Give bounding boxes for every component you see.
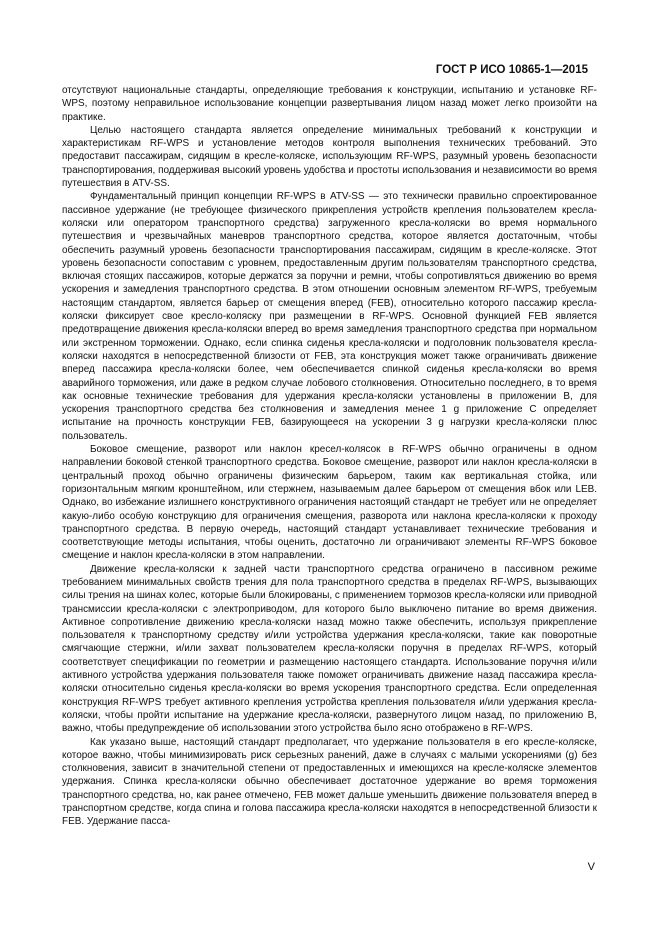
paragraph: Боковое смещение, разворот или наклон кресел-колясок в RF-WPS обычно ограничены в одном направлении боковой стенкой транспортного средства. Боковое смещение, разворот или наклон кресла-коляски в центральный проход обычно ограничены физическим барьером, таким как вертикальная стойка, или горизонтальным мягким кронштейном, или стержнем, называемым далее барьером от смещения вбок или LEB. Однако, во избежание излишнего конструктивного ограничения настоящий стандарт не требует или не определяет какую-либо особую конструкцию для ограничения смещения, разворота или наклона кресла-коляски к проходу транспортного средства. В первую очередь, настоящий стандарт устанавливает технические требования и соответствующие методы испытания, чтобы оценить, достаточно ли ограничивают элементы RF-WPS боковое смещение и наклон кресла-коляски в этом направлении. xyxy=(62,444,597,562)
paragraph: Целью настоящего стандарта является определение минимальных требований к конструкции и характеристикам RF-WPS и установление методов контроля выполнения технических требований. Это предоставит пассажирам, сидящим в кресле-коляске, использующим RF-WPS, разумный уровень безопасности транспортирования, поддерживая высокий уровень удобства и простоты использования и независимости во время путешествия в ATV-SS. xyxy=(62,124,597,190)
paragraph: Фундаментальный принцип концепции RF-WPS в ATV-SS — это технически правильно спроектированное пассивное удержание (не требующее физического прикрепления устройств крепления пользователем кресла-коляски или оператором транспортного средства) загруженного кресла-коляски во время нормального путешествия и чрезвычайных маневров транспортного средства, которое является достаточным, чтобы обеспечить разумный уровень безопасности транспортирования пассажирам, сидящим в кресле-коляске. Этот уровень безопасности сопоставим с уровнем, предоставленным другим пользователям транспортного средства, включая стоящих пассажиров, которые держатся за поручни и ремни, чтобы сопротивляться движению во время ускорения и замедления транспортного средства. В этом отношении основным элементом RF-WPS, требуемым настоящим стандартом, является барьер от смещения вперед (FEB), относительно которого пассажир кресла-коляски фиксирует свое кресло-коляску при размещении в RF-WPS. Основной функцией FEB является предотвращение движения кресла-коляски вперед во время замедления транспортного средства при нормальном или экстренном торможении. Однако, если спинка сиденья кресла-коляски и подголовник пользователя кресла-коляски находятся в непосредственной близости от FEB, эта конструкция может также ограничивать движение вперед пассажира кресла-коляски более, чем обеспечивается спинкой сиденья кресла-коляски во время аварийного торможения, или даже в редком случае лобового столкновения. Относительно последнего, в то время как основные технические требования для удержания кресла-коляски установлены в приложении В, для ускорения транспортного средства без столкновения и замедления менее 1 g приложение С определяет испытание на прочность конструкции FEB, базирующееся на ускорении 3 g нагрузки кресла-коляски плюс пользователь. xyxy=(62,191,597,442)
paragraph: Движение кресла-коляски к задней части транспортного средства ограничено в пассивном режиме требованием минимальных свойств трения для пола транспортного средства в пределах RF-WPS, вызывающих силы трения на шинах колес, которые были блокированы, с применением тормозов кресла-коляски или приводной трансмиссии кресла-коляски с электроприводом, для которого было выключено питание во время движения. Активное сопротивление движению кресла-коляски назад можно также обеспечить, используя прикрепление пользователя к транспортному средству и/или устройства удержания кресла-коляски, такие как поворотные смягчающие стержни, и/или захват пользователем кресла-коляски поручня в пределах RF-WPS, который соответствует спецификации по геометрии и размещению настоящего стандарта. Использование поручня и/или активного устройства удержания пользователя также поможет ограничивать движение назад пассажира кресла-коляски относительно сиденья кресла-коляски во время ускорения транспортного средства. Если определенная конструкция RF-WPS требует активного крепления устройства крепления пользователя и/или удержания кресла-коляски, чтобы пройти испытание на удержание кресла-коляски, развернутого лицом назад, по приложению В, важно, чтобы предупреждение об использовании этого устройства было ясно отображено в RF-WPS. xyxy=(62,563,597,735)
paragraph: отсутствуют национальные стандарты, определяющие требования к конструкции, испытанию и установке RF-WPS, поэтому неправильное использование концепции развертывания лицом назад может легко произойти на практике. xyxy=(62,85,597,123)
page-number: V xyxy=(587,861,595,873)
body-text xyxy=(62,84,597,829)
document-header: ГОСТ Р ИСО 10865-1—2015 xyxy=(435,64,588,76)
paragraph: Как указано выше, настоящий стандарт предполагает, что удержание пользователя в его кресле-коляске, которое важно, чтобы минимизировать риск серьезных ранений, даже в случаях с малыми ускорениями (g) без столкновения, зависит в значительной степени от предоставленных и имеющихся на кресле-коляске элементов удержания. Спинка кресла-коляски обычно обеспечивает достаточное удержание во время торможения транспортного средства, но, как ранее отмечено, FEB может дальше уменьшить движение пользователя вперед в транспортном средстве, когда спина и голова пассажира кресла-коляски находятся в непосредственной близости к FEB. Удержание пасса- xyxy=(62,736,597,828)
